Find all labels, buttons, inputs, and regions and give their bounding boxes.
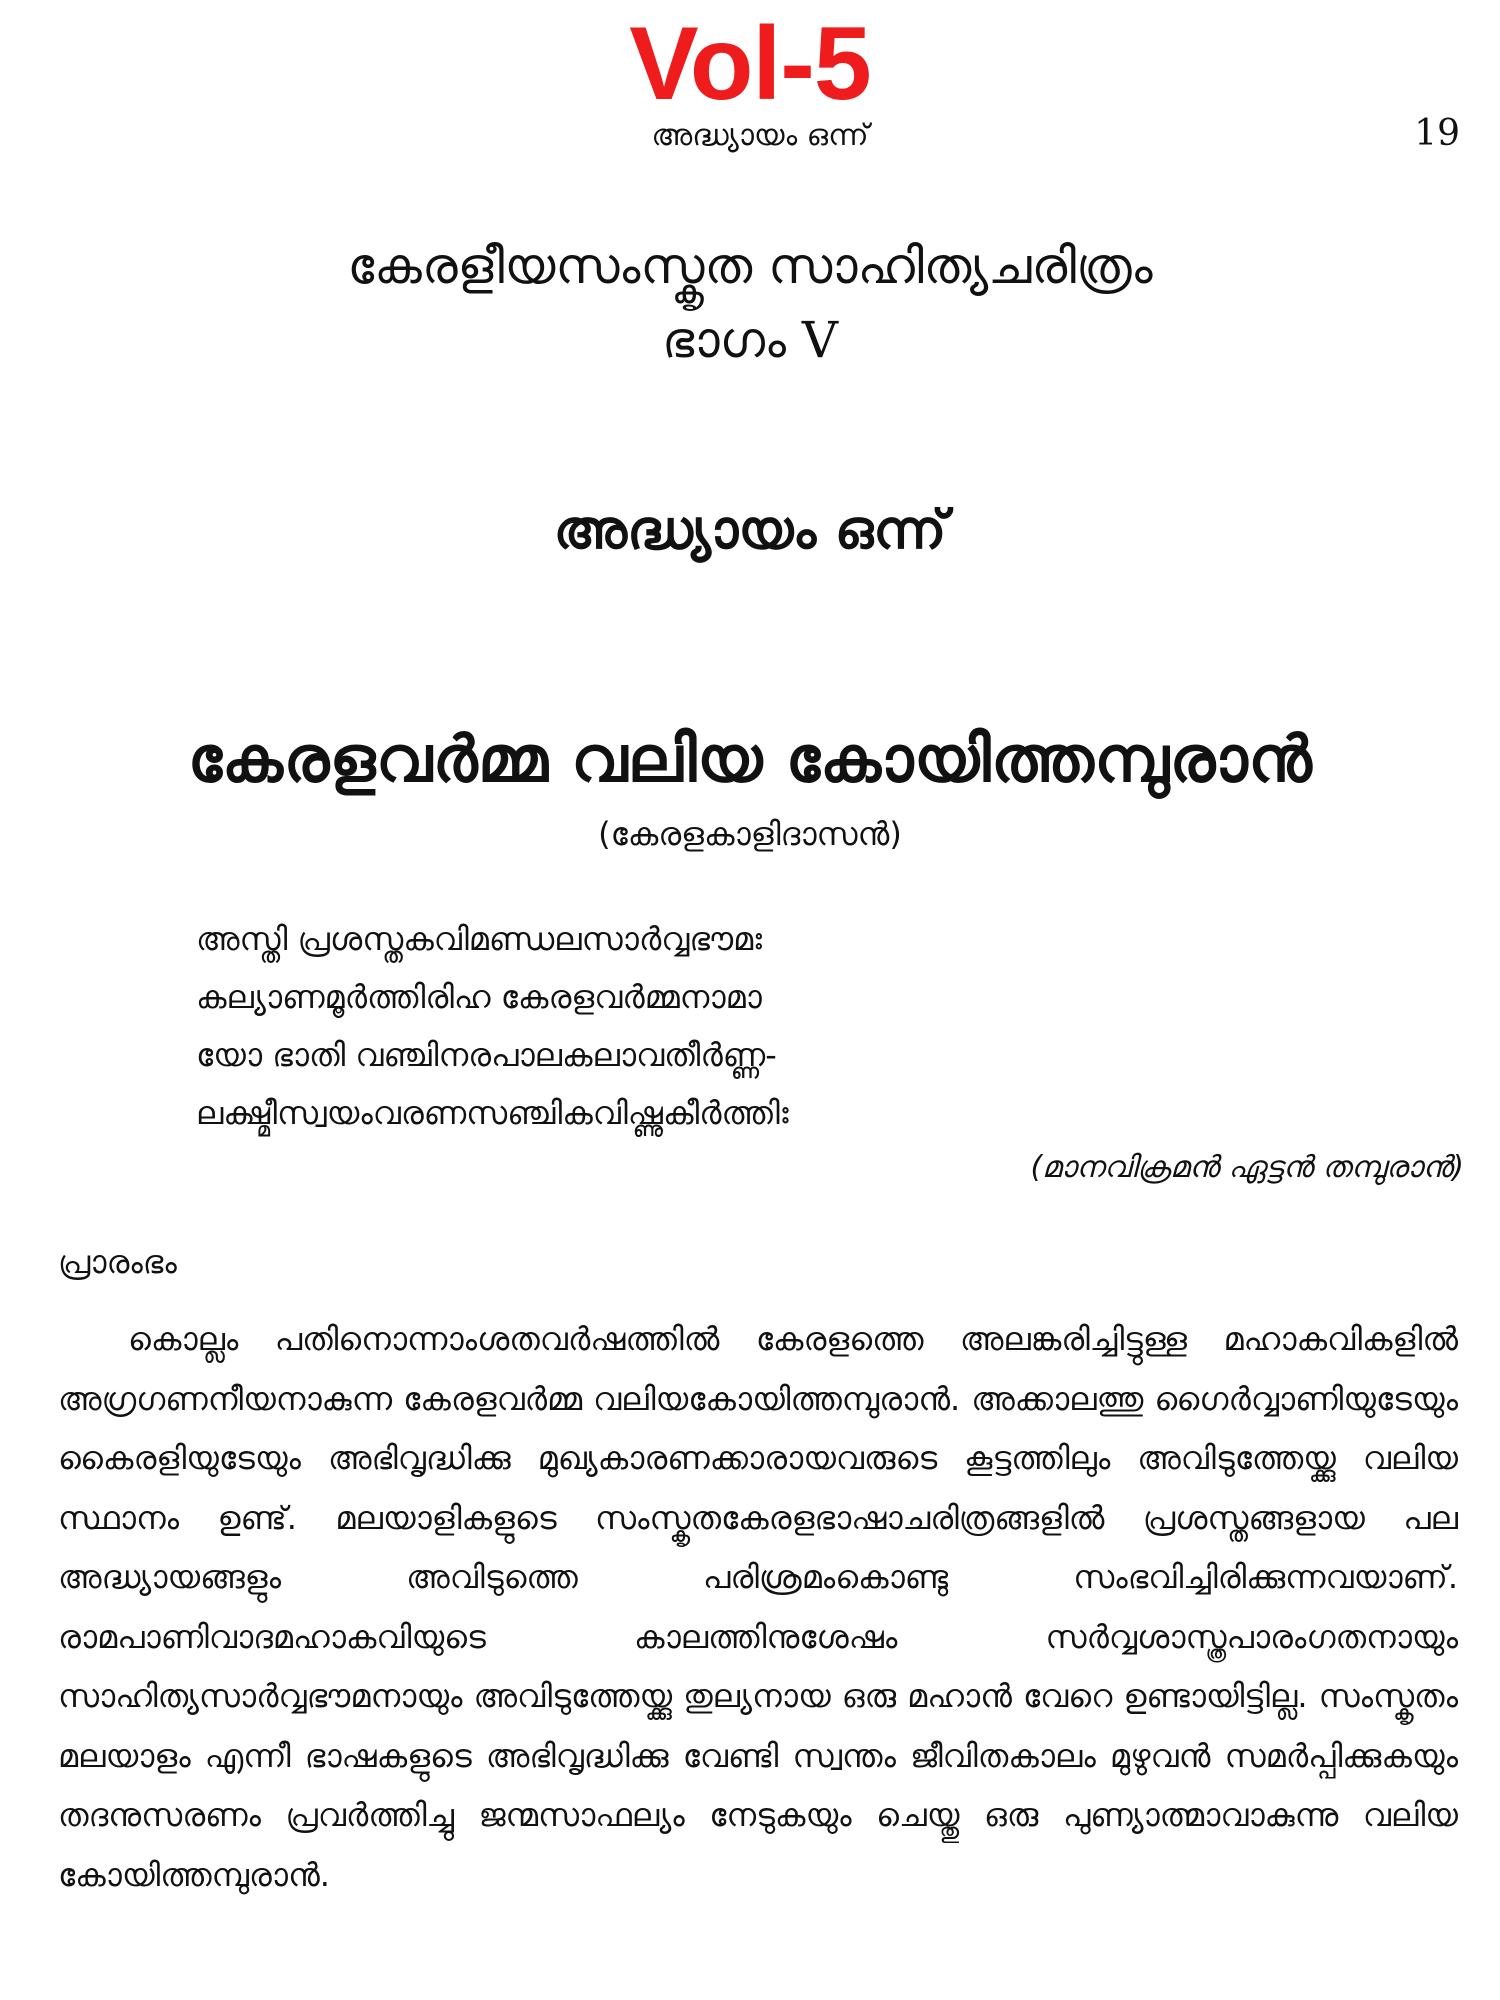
body-paragraph: കൊല്ലം പതിനൊന്നാംശതവർഷത്തിൽ കേരളത്തെ അലങ്കരിച്ചിട്ടുള്ള മഹാകവികളിൽ അഗ്രഗണനീയനാകുന്ന കേരളവർമ്മ വലിയകോയിത്തമ്പുരാൻ. അക്കാലത്തു ഗൈർവ്വാണിയുടേയും കൈരളിയുടേയും അഭിവൃദ്ധിക്കു മുഖ്യകാരണക്കാരായവരുടെ കൂട്ടത്തിലും അവിടുത്തേയ്ക്കു വലിയ സ്ഥാനം ഉണ്ട്. മലയാളികളുടെ സംസ്കൃതകേരളഭാഷാചരിത്രങ്ങളിൽ പ്രശസ്തങ്ങളായ പല അദ്ധ്യായങ്ങളും അവിടുത്തെ പരിശ്രമംകൊണ്ടു സംഭവിച്ചിരിക്കുന്നവയാണ്. രാമപാണിവാദമഹാകവിയുടെ കാലത്തിനുശേഷം സർവ്വശാസ്ത്രപാരംഗതനായും സാഹിത്യസാർവ്വഭൗമനായും അവിടുത്തേയ്ക്കു തുല്യനായ ഒരു മഹാൻ വേറെ ഉണ്ടായിട്ടില്ല. സംസ്കൃതം മലയാളം എന്നീ ഭാഷകളുടെ അഭിവൃദ്ധിക്കു വേണ്ടി സ്വന്തം ജീവിതകാലം മുഴുവൻ സമർപ്പിക്കുകയും തദനുസരണം പ്രവർത്തിച്ചു ജന്മസാഫല്യം നേടുകയും ചെയ്തു ഒരു പുണ്യാത്മാവാകുന്നു വലിയ കോയിത്തമ്പുരാൻ. xyxy=(58,1320,1458,1894)
book-title: കേരളീയസംസ്കൃത സാഹിത്യചരിത്രം xyxy=(347,237,1153,295)
volume-label: Vol-5 xyxy=(629,6,871,122)
chapter-title: അദ്ധ്യായം ഒന്ന് xyxy=(553,498,947,561)
sub-heading: (കേരളകാളിദാസൻ) xyxy=(598,815,902,853)
main-heading: കേരളവർമ്മ വലിയ കോയിത്തമ്പുരാൻ xyxy=(187,723,1313,797)
part-title-numeral: V xyxy=(801,311,838,369)
verse-attribution: (മാനവിക്രമൻ ഏട്ടൻ തമ്പുരാൻ) xyxy=(1030,1150,1464,1185)
verse-line: യോ ഭാതി വഞ്ചിനരപാലകലാവതീർണ്ണ- xyxy=(196,1036,777,1074)
verse-block xyxy=(196,910,789,1142)
verse-line: അസ്തി പ്രശസ്തകവിമണ്ഡലസാർവ്വഭൗമഃ xyxy=(196,920,762,958)
verse-line: കല്യാണമൂർത്തിരിഹ കേരളവർമ്മനാമാ xyxy=(196,978,762,1016)
part-title-word: ഭാഗം xyxy=(662,311,786,369)
section-heading: പ്രാരംഭം xyxy=(58,1243,177,1281)
part-title xyxy=(0,308,1500,372)
page-number: 19 xyxy=(1414,113,1460,154)
running-header: അദ്ധ്യായം ഒന്ന് xyxy=(651,118,869,153)
verse-line: ലക്ഷ്മീസ്വയംവരണസഞ്ചികവിഷ്ണുകീർത്തിഃ xyxy=(196,1094,789,1132)
